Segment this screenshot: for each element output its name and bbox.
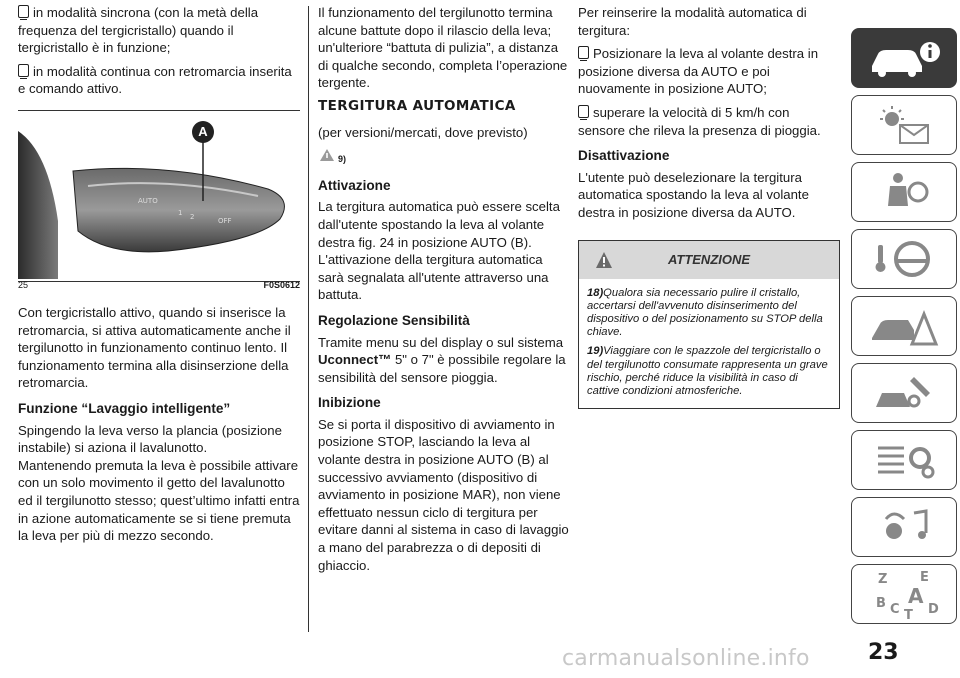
bullet-item: in modalità sincrona (con la metà della frequenza del tergicristallo) quando il tergicristallo è in funzione; (18, 5, 259, 56)
section-title: TERGITURA AUTOMATICA (318, 97, 516, 114)
bullet-icon (578, 46, 589, 59)
bullet-icon (18, 5, 29, 18)
bullet-item: in modalità continua con retromarcia inserita e comando attivo. (18, 63, 292, 97)
column-3 (578, 4, 840, 409)
paragraph: Mantenendo premuta la leva è possibile attivare con un solo movimento il getto del lavalunotto ed il tergilunotto stesso; quest’ultimo infatti entra in azione automaticamente se si tiene premuta la leva per più di mezzo secondo. (18, 457, 300, 544)
tab-warning-lights[interactable] (851, 95, 957, 155)
tab-index[interactable] (851, 564, 957, 624)
paragraph: (per versioni/mercati, dove previsto) (318, 124, 528, 140)
specs-gear-icon (864, 438, 944, 482)
chapter-tabs (851, 28, 957, 631)
paragraph: Spingendo la leva verso la plancia (posizione instabile) si aziona il lavalunotto. (18, 422, 282, 456)
warning-lights-icon (864, 103, 944, 147)
tab-multimedia[interactable] (851, 497, 957, 557)
warning-title: ATTENZIONE (667, 251, 751, 267)
index-letter: E (920, 570, 929, 585)
heading-inhibition: Inibizione (318, 395, 381, 411)
svg-text:2: 2 (190, 212, 195, 221)
heading-activation: Attivazione (318, 177, 391, 193)
warning-note: 19)Viaggiare con le spazzole del tergicristallo o del tergilunotto consumate rappresenta un grave rischio, perché riduce la visibilità in caso di cattive condizioni atmosferiche. (587, 345, 828, 397)
bullet-icon (578, 105, 589, 118)
tab-emergency[interactable] (851, 296, 957, 356)
warning-hand-icon (318, 147, 336, 163)
paragraph: Con tergicristallo attivo, quando si inserisce la retromarcia, si attiva automaticamente anche il tergilunotto in funzionamento continuo lento. Il funzionamento termina alla disinserzione della retromarcia. (18, 304, 291, 391)
tab-safety[interactable] (851, 162, 957, 222)
tab-technical-data[interactable] (851, 430, 957, 490)
svg-text:1: 1 (178, 208, 183, 217)
accident-icon (864, 304, 944, 348)
tab-maintenance[interactable] (851, 363, 957, 423)
index-icon (864, 569, 944, 619)
wiper-lever-illustration (18, 111, 300, 279)
paragraph: La tergitura automatica può essere scelta dall'utente spostando la leva al volante destra fig. 24 in posizione AUTO (B). L'attivazione della tergitura automatica sarà segnalata all'utente attraverso una battuta. (318, 199, 560, 303)
steering-key-icon (864, 237, 944, 281)
tab-starting-driving[interactable] (851, 229, 957, 289)
heading-sensitivity: Regolazione Sensibilità (318, 312, 470, 328)
bullet-item: Posizionare la leva al volante destra in posizione diversa da AUTO e poi nuovamente in posizione AUTO; (578, 46, 819, 97)
warning-hand-icon (593, 249, 615, 271)
paragraph: Il funzionamento del tergilunotto termina alcune battute dopo il rilascio della leva; un'ulteriore “battuta di pulizia”, a distanza di qualche secondo, completa l’operazione tergente. (318, 5, 568, 91)
figure-caption: 25 F0S0612 (18, 280, 300, 291)
maintenance-icon (864, 371, 944, 415)
warning-header (579, 241, 839, 279)
index-letter: A (908, 584, 924, 608)
figure-wiper-lever (18, 110, 300, 291)
warning-box (578, 240, 840, 410)
figure-callout-label: A (192, 121, 214, 143)
heading-smart-wash: Funzione “Lavaggio intelligente” (18, 400, 231, 416)
multimedia-icon (864, 505, 944, 549)
tab-car-info[interactable] (851, 28, 957, 88)
index-letter: T (904, 608, 913, 619)
svg-text:OFF: OFF (218, 216, 232, 225)
index-letter: Z (878, 572, 888, 587)
warning-body (579, 279, 839, 409)
bullet-icon (18, 64, 29, 77)
paragraph: L'utente può deselezionare la tergitura automatica spostando la leva al volante destra in posizione diversa da AUTO. (578, 169, 809, 220)
car-info-icon (864, 36, 944, 80)
watermark: carmanualsonline.info (562, 646, 810, 671)
airbag-icon (864, 170, 944, 214)
svg-text:AUTO: AUTO (138, 196, 158, 205)
paragraph: Per reinserire la modalità automatica di tergitura: (578, 5, 807, 38)
column-divider (308, 6, 309, 632)
index-letter: C (890, 602, 900, 617)
paragraph: Tramite menu su del display o sul sistema Uconnect™ 5" o 7" è possibile regolare la sensibilità del sensore pioggia. (318, 334, 566, 385)
warning-reference: 9) (318, 147, 570, 169)
column-2 (318, 4, 570, 580)
warning-note: 18)Qualora sia necessario pulire il cristallo, accertarsi dell'avvenuto disinserimento del dispositivo o del posizionamento su STOP della chiave. (587, 286, 823, 339)
index-letter: B (876, 596, 886, 611)
bullet-item: superare la velocità di 5 km/h con sensore che rileva la presenza di pioggia. (578, 104, 821, 138)
paragraph: Se si porta il dispositivo di avviamento in posizione STOP, lasciando la leva al volante destra in posizione AUTO (B) al successivo avviamento (dispositivo di avviamento in posizione MAR), non viene effettuato nessun ciclo di tergitura per evitare danni al sistema in caso di lavaggio a mano del parabrezza o di depositi di ghiaccio. (318, 416, 569, 573)
index-letter: D (928, 602, 939, 617)
page-number: 23 (868, 640, 899, 665)
heading-deactivation: Disattivazione (578, 148, 670, 164)
column-1 (18, 4, 300, 551)
